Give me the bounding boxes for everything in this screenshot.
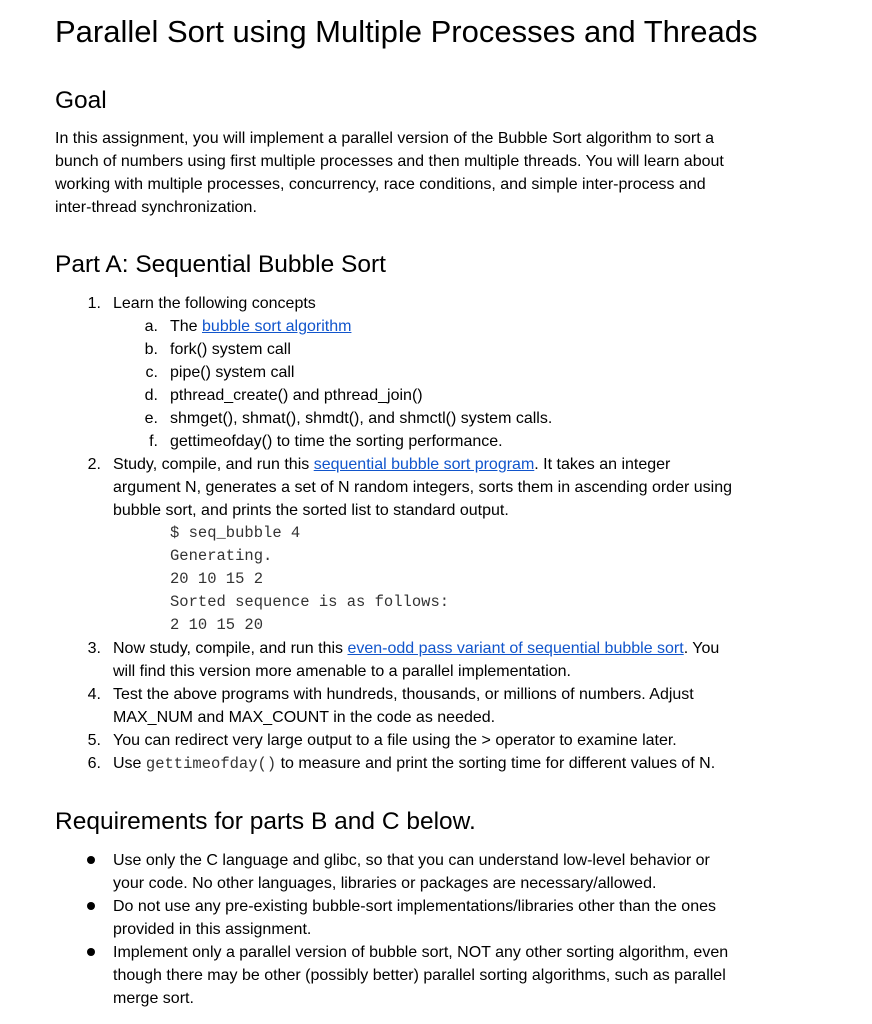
list-item-text: . You (683, 640, 720, 657)
list-number: 3. (87, 640, 101, 657)
goal-line: bunch of numbers using first multiple processes and then multiple threads. You will learn about (55, 153, 724, 170)
sublist-marker: a. (144, 318, 158, 335)
sublist-marker: b. (144, 341, 158, 358)
list-number: 4. (87, 686, 101, 703)
list-item-text: to measure and print the sorting time for different values of N. (276, 755, 716, 772)
sublist-item: pipe() system call (170, 364, 295, 381)
list-number: 6. (87, 755, 101, 772)
bullet-item: Use only the C language and glibc, so that you can understand low-level behavior or (113, 852, 710, 869)
goal-line: inter-thread synchronization. (55, 199, 257, 216)
bullet-icon (87, 902, 95, 910)
code-line: 20 10 15 2 (170, 570, 264, 588)
sublist-marker: d. (144, 387, 158, 404)
goal-line: working with multiple processes, concurrency, race conditions, and simple inter-process and (55, 176, 706, 193)
bullet-item-text: your code. No other languages, libraries or packages are necessary/allowed. (113, 875, 657, 892)
sequential-bubble-sort-link[interactable]: sequential bubble sort program (313, 456, 535, 473)
page-title: Parallel Sort using Multiple Processes and Threads (55, 14, 758, 49)
list-item (113, 752, 715, 776)
requirements-heading: Requirements for parts B and C below. (55, 808, 476, 835)
code-line: Sorted sequence is as follows: (170, 593, 450, 611)
bullet-item-text: provided in this assignment. (113, 921, 312, 938)
list-number: 2. (87, 456, 101, 473)
list-item-text: Study, compile, and run this (113, 456, 314, 473)
list-item (113, 453, 670, 476)
sublist-item (170, 315, 351, 338)
list-item (113, 637, 719, 660)
bullet-item: Do not use any pre-existing bubble-sort implementations/libraries other than the ones (113, 898, 716, 915)
even-odd-bubble-sort-link[interactable]: even-odd pass variant of sequential bubble sort (347, 640, 684, 657)
bullet-icon (87, 948, 95, 956)
sublist-marker: c. (145, 364, 158, 381)
bullet-item-text: though there may be other (possibly better) parallel sorting algorithms, such as parallel (113, 967, 726, 984)
list-item-text: will find this version more amenable to a parallel implementation. (113, 663, 571, 680)
code-line: 2 10 15 20 (170, 616, 264, 634)
goal-line: In this assignment, you will implement a parallel version of the Bubble Sort algorithm to sort a (55, 130, 714, 147)
list-item: You can redirect very large output to a file using the > operator to examine later. (113, 732, 677, 749)
sublist-item: fork() system call (170, 341, 291, 358)
list-item-text: . It takes an integer (534, 456, 671, 473)
bubble-sort-algorithm-link[interactable]: bubble sort algorithm (202, 318, 352, 335)
sublist-item: shmget(), shmat(), shmdt(), and shmctl() system calls. (170, 410, 553, 427)
sublist-item: pthread_create() and pthread_join() (170, 387, 423, 404)
list-item-text: Use (113, 755, 146, 772)
sublist-item-text: The (170, 318, 203, 335)
code-line: Generating. (170, 547, 273, 565)
list-item: Learn the following concepts (113, 295, 316, 312)
goal-heading: Goal (55, 87, 107, 114)
list-number: 5. (87, 732, 101, 749)
sublist-marker: e. (144, 410, 158, 427)
sublist-marker: f. (149, 433, 158, 450)
bullet-item: Implement only a parallel version of bubble sort, NOT any other sorting algorithm, even (113, 944, 729, 961)
list-item-text: Now study, compile, and run this (113, 640, 348, 657)
list-item: Test the above programs with hundreds, thousands, or millions of numbers. Adjust (113, 686, 694, 703)
part-a-heading: Part A: Sequential Bubble Sort (55, 251, 386, 278)
list-number: 1. (87, 295, 101, 312)
bullet-icon (87, 856, 95, 864)
sublist-item: gettimeofday() to time the sorting performance. (170, 433, 503, 450)
list-item-text: bubble sort, and prints the sorted list to standard output. (113, 502, 509, 519)
code-line: $ seq_bubble 4 (170, 524, 301, 542)
list-item-text: argument N, generates a set of N random integers, sorts them in ascending order using (113, 479, 732, 496)
list-item-text: MAX_NUM and MAX_COUNT in the code as needed. (113, 709, 496, 726)
bullet-item-text: merge sort. (113, 990, 194, 1007)
inline-code: gettimeofday() (145, 755, 277, 773)
